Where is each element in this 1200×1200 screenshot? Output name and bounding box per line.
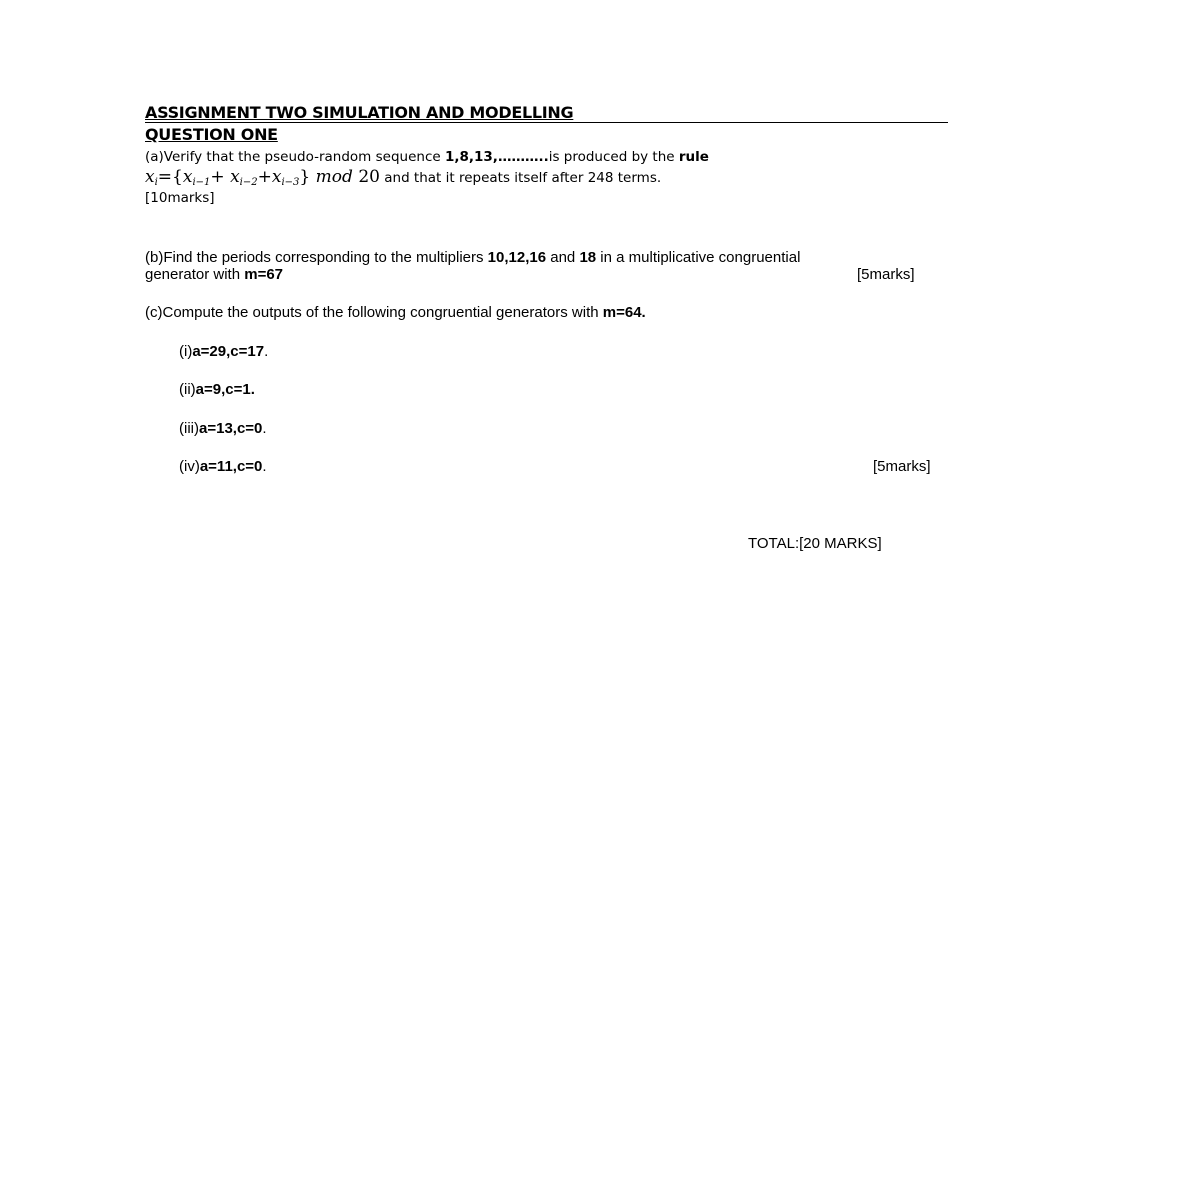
part-a-marks: [10marks] [145,190,215,206]
recurrence-formula: $x_i=\{x_{i-1}+ x_{i-2}+x_{i-3}\}$ mod 20 [145,167,380,188]
part-c-marks: [5marks] [873,458,931,475]
part-a-prefix: (a)Verify that the pseudo-random sequence [145,149,445,165]
part-c-line [145,304,646,321]
part-a-sequence: 1,8,13, [444,149,498,165]
part-a-middle: is produced by the [548,149,679,165]
total-marks: TOTAL:[20 MARKS] [748,535,882,552]
part-c-modulus: m=64. [602,304,646,321]
part-b-marks: [5marks] [857,266,915,283]
part-b-line-1 [145,249,800,266]
question-heading: QUESTION ONE [145,125,278,144]
part-a-dots: ……….. [497,149,549,165]
part-b-and: and [546,249,580,266]
part-b-line-2 [145,266,283,283]
part-b-last-multiplier: 18 [579,249,597,266]
assignment-title-text: ASSIGNMENT TWO SIMULATION AND MODELLING [145,103,574,122]
part-c-item: (ii)a=9,c=1. [179,381,255,398]
part-a-suffix: and that it repeats itself after 248 terms. [379,170,662,186]
part-a-formula-line [145,166,661,194]
part-b-prefix: (b)Find the periods corresponding to the multipliers [145,249,488,266]
part-c-item: (iii)a=13,c=0. [179,420,267,437]
part-c-prefix: (c)Compute the outputs of the following congruential generators with [145,304,603,321]
part-a-line [145,149,709,165]
assignment-title [145,104,948,123]
part-a-rule: rule [678,149,709,165]
part-c-item: (iv)a=11,c=0. [179,458,267,475]
part-b-suffix: in a multiplicative congruential [596,249,801,266]
part-c-item: (i)a=29,c=17. [179,343,269,360]
part-b-multipliers: 10,12,16 [487,249,547,266]
part-b-modulus: m=67 [244,266,284,283]
part-b-line2-prefix: generator with [145,266,245,283]
